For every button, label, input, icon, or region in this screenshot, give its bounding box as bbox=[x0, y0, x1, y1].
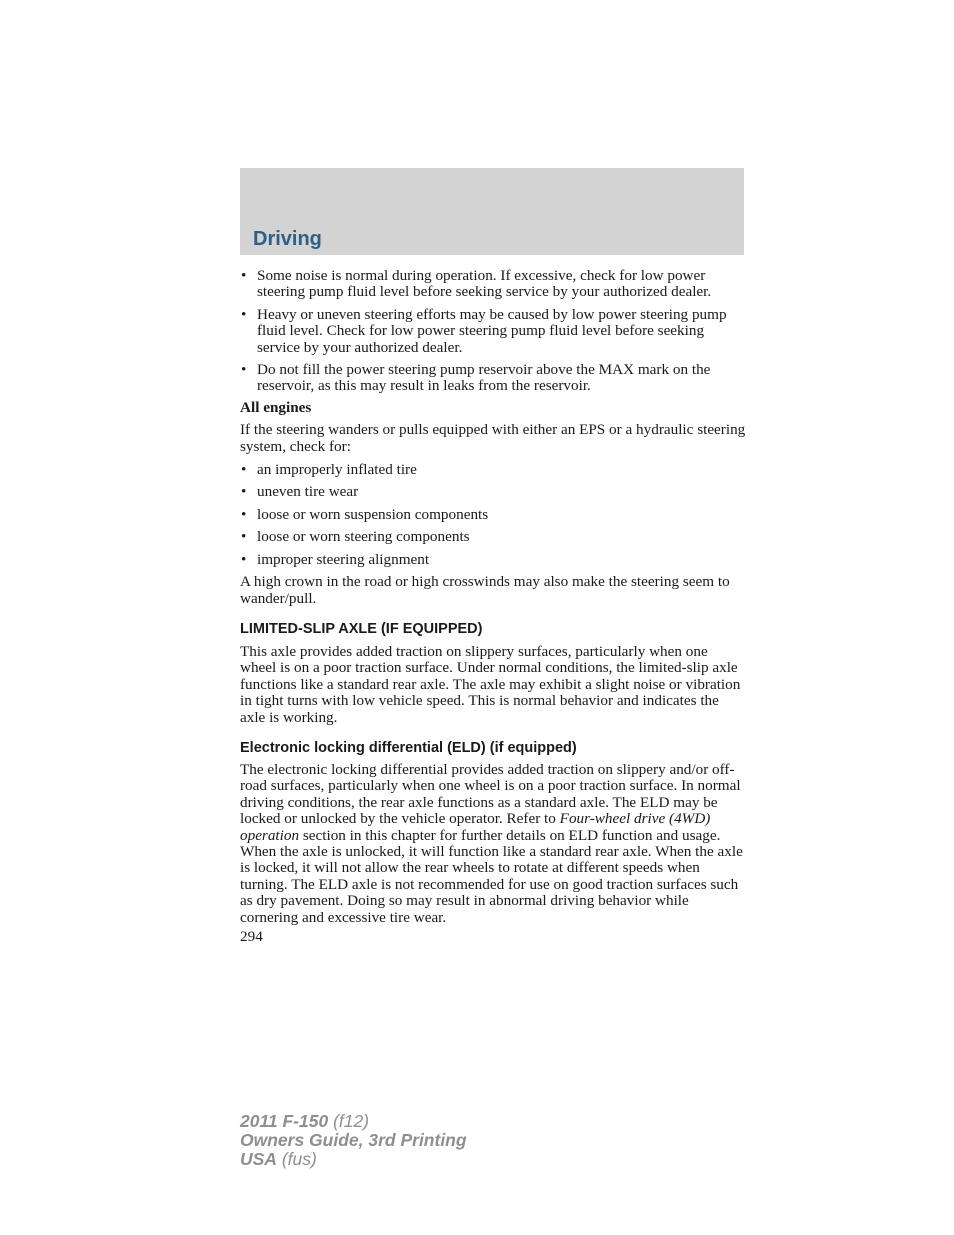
all-engines-heading: All engines bbox=[240, 398, 312, 416]
eld-heading: Electronic locking differential (ELD) (if equipped) bbox=[240, 739, 577, 756]
footer-model: 2011 F-150 bbox=[240, 1111, 329, 1131]
list-item: • Heavy or uneven steering efforts may be caused by low power steering pump fluid level. Check for low power steering pump fluid level before seeking service by your authorized dealer. bbox=[240, 307, 746, 356]
footer-guide: Owners Guide, 3rd Printing bbox=[240, 1130, 467, 1150]
page-number: 294 bbox=[240, 928, 263, 945]
footer-region-code: (fus) bbox=[281, 1149, 317, 1169]
section-title: Driving bbox=[253, 228, 322, 250]
footer-region: USA bbox=[240, 1149, 277, 1169]
document-footer bbox=[240, 1112, 467, 1169]
footer-model-code: (f12) bbox=[333, 1111, 370, 1131]
list-item: • Do not fill the power steering pump reservoir above the MAX mark on the reservoir, as this may result in leaks from the reservoir. bbox=[240, 362, 746, 395]
footer-line-guide bbox=[240, 1131, 467, 1150]
eld-body-text: The electronic locking differential provides added traction on slippery and/or off-road surfaces, particularly when one wheel is on a poor traction surface. In normal driving conditions, the rear axle functions as a standard axle. The ELD may be locked or unlocked by the vehicle operator. Refer to bbox=[240, 760, 741, 828]
limited-slip-heading: LIMITED-SLIP AXLE (IF EQUIPPED) bbox=[240, 620, 483, 637]
list-item: • uneven tire wear bbox=[240, 484, 746, 500]
eld-body bbox=[240, 762, 746, 926]
all-engines-intro: If the steering wanders or pulls equipped with either an EPS or a hydraulic steering system, check for: bbox=[240, 421, 746, 455]
footer-line-region bbox=[240, 1150, 467, 1169]
list-item: • Some noise is normal during operation. If excessive, check for low power steering pump fluid level before seeking service by your authorized dealer. bbox=[240, 268, 746, 301]
page-content bbox=[240, 268, 746, 945]
list-item: • an improperly inflated tire bbox=[240, 462, 746, 478]
eld-cross-reference: Four-wheel drive (4WD) operation bbox=[240, 810, 711, 844]
steering-check-list bbox=[240, 462, 746, 568]
list-item: • improper steering alignment bbox=[240, 552, 746, 568]
section-header-band bbox=[240, 168, 744, 255]
all-engines-closing: A high crown in the road or high crosswinds may also make the steering seem to wander/pull. bbox=[240, 573, 730, 607]
power-steering-notes-list bbox=[240, 268, 746, 395]
list-item: • loose or worn suspension components bbox=[240, 507, 746, 523]
list-item: • loose or worn steering components bbox=[240, 529, 746, 545]
eld-body-text: section in this chapter for further details on ELD function and usage. When the axle is unlocked, it will function like a standard rear axle. When the axle is locked, it will not allow the rear wheels to rotate at different speeds when turning. The ELD axle is not recommended for use on good traction surfaces such as dry pavement. Doing so may result in abnormal driving behavior while cornering and excessive tire wear. bbox=[240, 826, 743, 926]
limited-slip-body: This axle provides added traction on slippery surfaces, particularly when one wheel is on a poor traction surface. Under normal conditions, the limited-slip axle functions like a standard rear axle. The axle may exhibit a slight noise or vibration in tight turns with low vehicle speed. This is normal behavior and indicates the axle is working. bbox=[240, 642, 741, 726]
footer-line-model bbox=[240, 1112, 467, 1131]
